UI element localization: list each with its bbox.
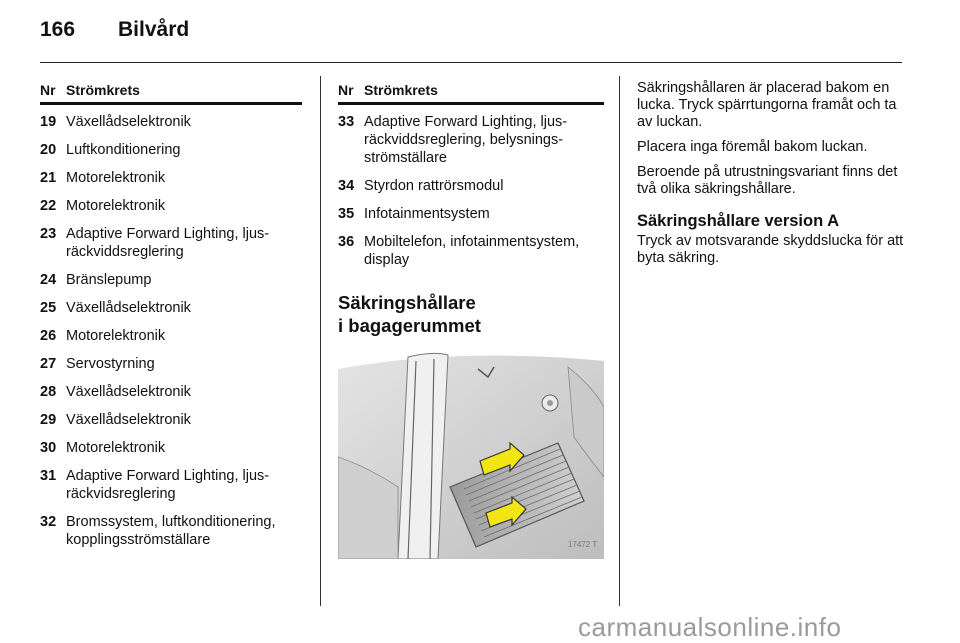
table-row [40, 513, 302, 549]
fuse-number: 35 [338, 206, 355, 222]
table-row [40, 271, 302, 289]
circuit-name: Servostyrning [66, 356, 155, 372]
table-row [40, 411, 302, 429]
circuit-name: Växellådselektronik [66, 384, 191, 400]
fuse-number: 32 [40, 514, 57, 530]
circuit-name: Växellådselektronik [66, 114, 191, 130]
circuit-name: Mobiltelefon, infotainmentsystem, display [364, 234, 580, 268]
table-body [338, 113, 604, 269]
paragraph-replace: Tryck av motsvarande skyddslucka för att byta säkring. [637, 233, 904, 266]
circuit-name: Motorelektronik [66, 440, 166, 456]
fuse-box-illustration [338, 347, 604, 559]
table-header-rule [338, 102, 604, 105]
table-row [40, 327, 302, 345]
subheading-version-a: Säkringshållare version A [637, 212, 840, 230]
table-row [40, 439, 302, 457]
section-heading-line-1: Säkringshållare [338, 292, 476, 313]
col-circuit-header: Strömkrets [364, 82, 438, 98]
fuse-number: 28 [40, 384, 57, 400]
table-header-rule [40, 102, 302, 105]
paragraph-variants: Beroende på utrustningsvariant finns det två olika säkringshållare. [637, 164, 898, 197]
table-row [338, 177, 604, 195]
instructions-column [637, 80, 905, 275]
circuit-name: Styrdon rattrörsmodul [364, 178, 504, 194]
fuse-number: 36 [338, 234, 355, 250]
col-nr-header: Nr [40, 82, 56, 98]
fuse-table-1 [40, 80, 302, 559]
fuse-number: 21 [40, 170, 57, 186]
fuse-number: 27 [40, 356, 57, 372]
fuse-number: 23 [40, 226, 57, 242]
table-header [40, 80, 302, 100]
fuse-number: 24 [40, 272, 57, 288]
table-row [338, 233, 604, 269]
fuse-number: 29 [40, 412, 57, 428]
fuse-number: 33 [338, 114, 355, 130]
page-title: Bilvård [118, 18, 190, 41]
column-divider [320, 76, 321, 606]
circuit-name: Infotainmentsystem [364, 206, 490, 222]
table-row [40, 355, 302, 373]
paragraph-warning: Placera inga föremål bakom luckan. [637, 139, 868, 155]
table-row [40, 225, 302, 261]
fuse-number: 30 [40, 440, 57, 456]
circuit-name: Växellådselektronik [66, 412, 191, 428]
fuse-number: 25 [40, 300, 57, 316]
circuit-name: Adaptive Forward Lighting, ljus-räckvidsreglering [66, 468, 270, 502]
fuse-number: 20 [40, 142, 57, 158]
table-row [40, 383, 302, 401]
fuse-number: 19 [40, 114, 57, 130]
circuit-name: Luftkonditionering [66, 142, 181, 158]
circuit-name: Adaptive Forward Lighting, ljus-räckviddsreglering, belysnings-strömställare [364, 114, 568, 166]
fuse-number: 26 [40, 328, 57, 344]
section-heading [338, 291, 604, 337]
watermark: carmanualsonline.info [578, 612, 842, 642]
table-row [40, 141, 302, 159]
circuit-name: Motorelektronik [66, 170, 166, 186]
table-row [40, 467, 302, 503]
table-body [40, 113, 302, 549]
col-nr-header: Nr [338, 82, 354, 98]
table-row [40, 169, 302, 187]
fuse-number: 31 [40, 468, 57, 484]
table-row [40, 299, 302, 317]
figure-code: 17472 T [568, 540, 598, 549]
circuit-name: Adaptive Forward Lighting, ljus-räckviddsreglering [66, 226, 270, 260]
fuse-table-2 [338, 80, 604, 559]
circuit-name: Bromssystem, luftkonditionering, kopplingsströmställare [66, 514, 276, 548]
table-row [338, 205, 604, 223]
header-rule [40, 62, 902, 63]
section-heading-line-2: i bagagerummet [338, 315, 481, 336]
table-row [40, 113, 302, 131]
table-header [338, 80, 604, 100]
column-divider [619, 76, 620, 606]
circuit-name: Motorelektronik [66, 328, 166, 344]
trunk-illustration-svg [338, 347, 604, 559]
circuit-name: Bränslepump [66, 272, 152, 288]
page-header [0, 0, 960, 66]
fuse-number: 34 [338, 178, 355, 194]
table-row [338, 113, 604, 167]
circuit-name: Motorelektronik [66, 198, 166, 214]
fuse-number: 22 [40, 198, 57, 214]
paragraph-location: Säkringshållaren är placerad bakom en lucka. Tryck spärrtungorna framåt och ta av luckan. [637, 80, 897, 130]
table-row [40, 197, 302, 215]
circuit-name: Växellådselektronik [66, 300, 191, 316]
col-circuit-header: Strömkrets [66, 82, 140, 98]
page-number: 166 [40, 18, 76, 41]
